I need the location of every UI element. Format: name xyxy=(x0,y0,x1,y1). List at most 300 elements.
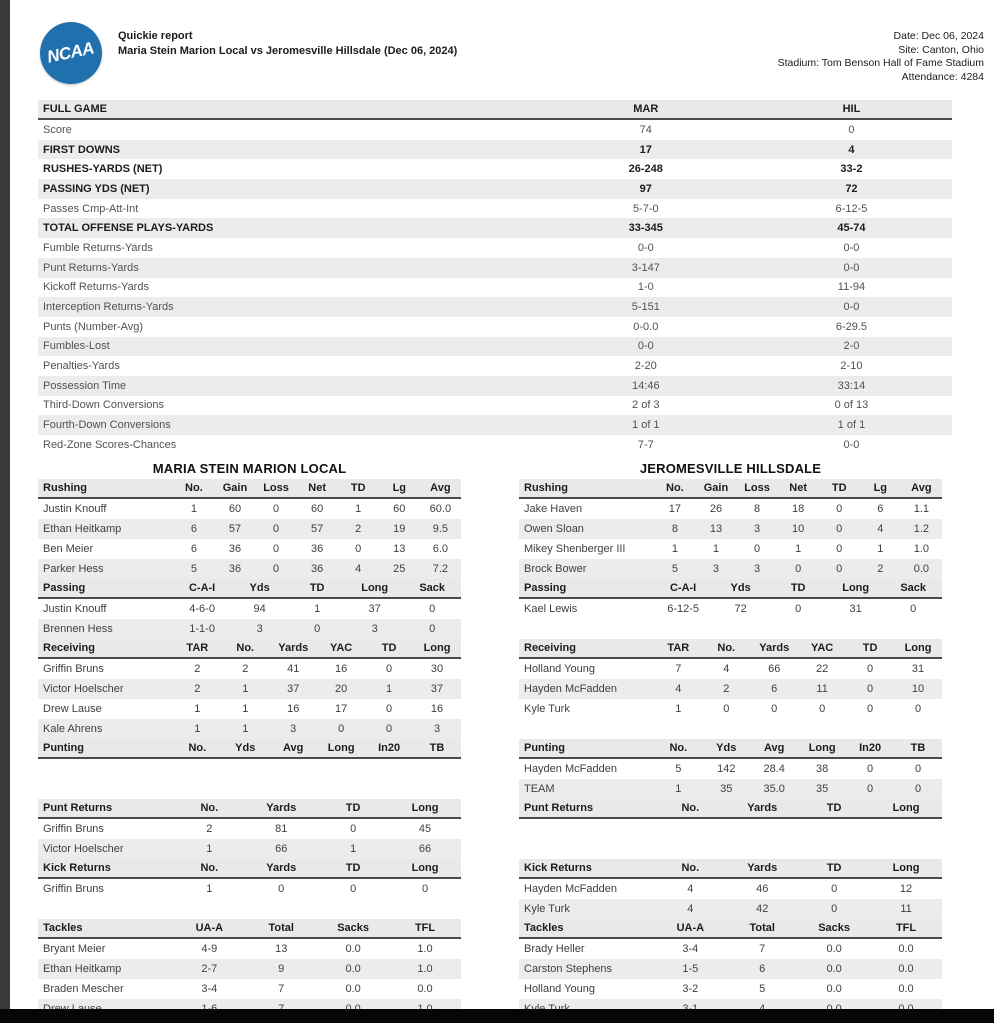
hil-value: 0 xyxy=(848,123,855,136)
stat-header-row xyxy=(38,859,461,879)
stat-value: 17 xyxy=(668,502,682,515)
stat-value: 1 xyxy=(206,882,213,895)
hil-value: 0-0 xyxy=(843,438,860,451)
column-header: Loss xyxy=(744,481,770,494)
column-header: TD xyxy=(345,801,361,814)
stat-value: 1 xyxy=(194,722,201,735)
column-header: Long xyxy=(327,741,355,754)
hil-value: 33-2 xyxy=(840,163,863,176)
stat-value: 12 xyxy=(899,882,913,895)
column-header: Yards xyxy=(266,801,297,814)
stat-value: 1 xyxy=(386,682,393,695)
stat-header-row xyxy=(519,859,942,879)
stat-value: 1 xyxy=(190,502,197,515)
hil-value: 0-0 xyxy=(843,241,860,254)
stat-value: 36 xyxy=(228,562,242,575)
column-header: C-A-I xyxy=(188,581,216,594)
stat-value: 1 xyxy=(242,722,249,735)
column-header: Long xyxy=(842,581,870,594)
player-name: Ben Meier xyxy=(43,542,94,555)
stat-value: 26 xyxy=(709,502,723,515)
full-game-row xyxy=(38,179,952,199)
table-row xyxy=(38,879,461,899)
hil-value: 0 of 13 xyxy=(834,399,869,412)
hil-value: 72 xyxy=(845,182,858,195)
stat-value: 0 xyxy=(723,702,730,715)
stat-value: 6 xyxy=(771,682,778,695)
player-name: Hayden McFadden xyxy=(524,882,617,895)
hil-value: 2-0 xyxy=(843,340,860,353)
stat-value: 36 xyxy=(228,542,242,555)
full-game-row xyxy=(38,435,952,455)
stat-value: 7 xyxy=(278,982,285,995)
column-header: TFL xyxy=(414,921,436,934)
column-header: Passing xyxy=(524,581,567,594)
table-row xyxy=(38,979,461,999)
stat-value: 0.0 xyxy=(898,982,914,995)
stat-header-row xyxy=(38,739,461,759)
stat-label: Punt Returns-Yards xyxy=(43,261,139,274)
stat-value: 0.0 xyxy=(345,942,361,955)
stat-value: 66 xyxy=(768,662,781,675)
column-header: In20 xyxy=(378,741,401,754)
report-header xyxy=(10,0,994,84)
player-name: Holland Young xyxy=(524,982,595,995)
stat-value: 1 xyxy=(712,542,720,555)
stat-header-row xyxy=(38,639,461,659)
table-row xyxy=(519,759,942,779)
player-name: Griffin Bruns xyxy=(43,662,104,675)
stat-value: 2 xyxy=(194,682,201,695)
column-header: Yds xyxy=(235,741,256,754)
stat-value: 6.0 xyxy=(432,542,449,555)
stat-value: 0 xyxy=(867,702,874,715)
column-header: No. xyxy=(666,481,684,494)
stat-value: 1 xyxy=(242,682,249,695)
column-header: Yards xyxy=(759,641,790,654)
stat-value: 0 xyxy=(831,882,838,895)
column-header: Yards xyxy=(747,861,778,874)
stat-header-row xyxy=(519,799,942,819)
stat-value: 0.0 xyxy=(826,942,842,955)
player-name: Kael Lewis xyxy=(524,602,578,615)
stat-value: 3-2 xyxy=(682,982,699,995)
table-row xyxy=(38,599,461,619)
stat-value: 9 xyxy=(278,962,285,975)
stat-value: 10 xyxy=(792,522,805,535)
table-row xyxy=(519,959,942,979)
stat-value: 25 xyxy=(393,562,406,575)
player-name: Victor Hoelscher xyxy=(43,842,124,855)
player-name: Brennen Hess xyxy=(43,622,113,635)
mar-value: 0-0 xyxy=(637,340,654,353)
mar-value: 1 of 1 xyxy=(632,419,660,432)
column-header: Punt Returns xyxy=(524,801,594,814)
column-header: TD xyxy=(345,861,361,874)
hil-value: 0-0 xyxy=(843,261,860,274)
column-header: No. xyxy=(188,741,207,754)
column-header: Yards xyxy=(747,801,778,814)
stat-value: 13 xyxy=(709,522,723,535)
stat-label: Passes Cmp-Att-Int xyxy=(43,202,139,215)
column-header: Long xyxy=(892,861,920,874)
stat-value: 0.0 xyxy=(898,962,914,975)
stat-value: 0 xyxy=(914,702,922,715)
column-header: No. xyxy=(717,641,736,654)
stat-label: PASSING YDS (NET) xyxy=(43,182,150,195)
stat-value: 3 xyxy=(290,722,297,735)
report-page xyxy=(10,0,994,1019)
mar-value: 3-147 xyxy=(631,261,660,274)
mar-value: 33-345 xyxy=(628,222,663,235)
full-game-header-row xyxy=(38,100,952,120)
player-name: Justin Knouff xyxy=(43,602,107,615)
stat-value: 3 xyxy=(753,562,761,575)
stat-value: 60 xyxy=(311,502,324,515)
passing-table-away xyxy=(519,579,942,639)
full-game-row xyxy=(38,356,952,376)
stat-value: 37 xyxy=(368,602,381,615)
table-row xyxy=(519,699,942,719)
full-game-row xyxy=(38,199,952,219)
player-name: Griffin Bruns xyxy=(43,822,104,835)
stat-value: 0 xyxy=(429,602,436,615)
column-header: YAC xyxy=(330,641,353,654)
stat-value: 2 xyxy=(206,822,213,835)
stat-value: 10 xyxy=(911,682,925,695)
column-header: TAR xyxy=(667,641,690,654)
player-name: Kyle Turk xyxy=(524,702,570,715)
stat-label: Score xyxy=(43,123,72,136)
stat-value: 5 xyxy=(190,562,197,575)
column-header: TD xyxy=(831,481,847,494)
column-header: Sacks xyxy=(337,921,370,934)
stat-value: 31 xyxy=(849,602,862,615)
column-header: YAC xyxy=(811,641,834,654)
full-game-row xyxy=(38,140,952,160)
team-title-away: JEROMESVILLE HILLSDALE xyxy=(639,460,822,476)
stat-value: 3-4 xyxy=(682,942,699,955)
table-row xyxy=(38,819,461,839)
full-game-row xyxy=(38,159,952,179)
stat-value: 0 xyxy=(350,822,357,835)
player-name: Ethan Heitkamp xyxy=(43,522,122,535)
stat-value: 0 xyxy=(386,702,393,715)
stat-label: Punts (Number-Avg) xyxy=(43,320,144,333)
mar-value: 97 xyxy=(639,182,652,195)
player-name: Bryant Meier xyxy=(43,942,106,955)
stat-value: 3 xyxy=(753,522,761,535)
full-game-row xyxy=(38,238,952,258)
stat-value: 0 xyxy=(272,562,280,575)
column-header: UA-A xyxy=(195,921,224,934)
column-header: Sacks xyxy=(818,921,851,934)
column-header: Yards xyxy=(266,861,297,874)
column-header: Yds xyxy=(249,581,270,594)
stat-value: 66 xyxy=(275,842,288,855)
mar-value: 5-151 xyxy=(631,301,660,314)
column-header: TD xyxy=(790,581,806,594)
column-header: Punt Returns xyxy=(43,801,113,814)
full-game-header-mar: MAR xyxy=(633,103,659,115)
table-row xyxy=(38,699,461,719)
stat-value: 1-5 xyxy=(682,962,699,975)
mar-value: 14:46 xyxy=(632,379,660,392)
table-row xyxy=(519,779,942,799)
kick-returns-table-home xyxy=(38,859,461,919)
mar-value: 0-0.0 xyxy=(633,320,659,333)
stat-value: 0 xyxy=(771,702,778,715)
stat-label: RUSHES-YARDS (NET) xyxy=(43,163,163,176)
stat-value: 0 xyxy=(272,502,280,515)
mar-value: 74 xyxy=(639,123,652,136)
stat-value: 28.4 xyxy=(763,762,785,775)
column-header: Long xyxy=(423,641,451,654)
column-header: TD xyxy=(381,641,397,654)
column-header: Punting xyxy=(43,741,84,754)
stat-value: 0 xyxy=(867,782,874,795)
stat-value: 16 xyxy=(335,662,348,675)
table-row xyxy=(519,519,942,539)
stat-label: Fumble Returns-Yards xyxy=(43,241,153,254)
stat-value: 1.0 xyxy=(913,542,930,555)
column-header: In20 xyxy=(859,741,882,754)
stat-value: 7.2 xyxy=(432,562,449,575)
punt-returns-table-away xyxy=(519,799,942,859)
stat-value: 0 xyxy=(836,502,843,515)
stat-value: 13 xyxy=(275,942,288,955)
column-header: TD xyxy=(862,641,878,654)
stat-value: 0 xyxy=(272,522,280,535)
table-row xyxy=(38,679,461,699)
full-game-row xyxy=(38,297,952,317)
table-row xyxy=(38,939,461,959)
stat-value: 0.0 xyxy=(345,962,361,975)
stat-value: 0 xyxy=(753,542,761,555)
column-header: No. xyxy=(669,741,688,754)
hil-value: 4 xyxy=(848,143,855,156)
stat-value: 0 xyxy=(914,762,922,775)
stat-label: Interception Returns-Yards xyxy=(43,301,174,314)
player-name: Griffin Bruns xyxy=(43,882,104,895)
stat-value: 1.0 xyxy=(417,962,433,975)
mar-value: 1-0 xyxy=(637,281,654,294)
stat-value: 5 xyxy=(675,762,682,775)
column-header: Avg xyxy=(283,741,304,754)
stat-value: 6 xyxy=(877,502,884,515)
stat-value: 36 xyxy=(311,562,324,575)
stat-value: 4 xyxy=(355,562,362,575)
mar-value: 0-0 xyxy=(637,241,654,254)
stat-label: FIRST DOWNS xyxy=(43,143,120,156)
column-header: Long xyxy=(892,801,920,814)
bottom-cutoff-bar xyxy=(0,1009,994,1023)
hil-value: 1 of 1 xyxy=(837,419,866,432)
column-header: Kick Returns xyxy=(524,861,592,874)
stat-value: 37 xyxy=(287,682,300,695)
table-row xyxy=(38,519,461,539)
stat-value: 60 xyxy=(393,502,406,515)
column-header: Rushing xyxy=(524,481,568,494)
column-header: Long xyxy=(361,581,389,594)
table-row xyxy=(38,719,461,739)
stat-value: 5 xyxy=(671,562,678,575)
meta-site: Site: Canton, Ohio xyxy=(898,43,984,56)
stat-value: 16 xyxy=(430,702,444,715)
stat-value: 0 xyxy=(831,902,838,915)
stat-header-row xyxy=(519,739,942,759)
stat-value: 2 xyxy=(242,662,249,675)
column-header: Total xyxy=(268,921,294,934)
full-game-row xyxy=(38,415,952,435)
mar-value: 5-7-0 xyxy=(632,202,659,215)
stat-value: 66 xyxy=(418,842,432,855)
stat-value: 6-12-5 xyxy=(667,602,700,615)
ncaa-logo-icon xyxy=(40,22,102,84)
player-name: Justin Knouff xyxy=(43,502,107,515)
column-header: Tackles xyxy=(43,921,83,934)
column-header: Receiving xyxy=(43,641,95,654)
table-row xyxy=(38,619,461,639)
column-header: Tackles xyxy=(524,921,564,934)
stat-value: 19 xyxy=(393,522,406,535)
mar-value: 26-248 xyxy=(628,163,663,176)
stat-header-row xyxy=(38,799,461,819)
stat-value: 4 xyxy=(675,682,682,695)
meta-attendance: Attendance: 4284 xyxy=(901,70,984,83)
table-row xyxy=(519,979,942,999)
mar-value: 2-20 xyxy=(634,360,657,373)
teams-area xyxy=(38,459,942,1019)
full-game-row xyxy=(38,396,952,416)
column-header: Rushing xyxy=(43,481,87,494)
stat-value: 30 xyxy=(430,662,444,675)
column-header: UA-A xyxy=(676,921,705,934)
stat-value: 4 xyxy=(723,662,730,675)
column-header: Avg xyxy=(764,741,785,754)
stat-value: 45 xyxy=(418,822,432,835)
meta-date: Date: Dec 06, 2024 xyxy=(893,30,984,42)
team-title-home: MARIA STEIN MARION LOCAL xyxy=(152,460,347,476)
stat-value: 35 xyxy=(720,782,733,795)
column-header: Loss xyxy=(263,481,289,494)
table-row xyxy=(38,559,461,579)
stat-value: 37 xyxy=(430,682,444,695)
rushing-table-home xyxy=(38,479,461,579)
stat-value: 0 xyxy=(386,722,393,735)
column-header: Lg xyxy=(873,481,888,494)
full-game-row xyxy=(38,317,952,337)
column-header: No. xyxy=(681,801,700,814)
stat-value: 36 xyxy=(311,542,324,555)
player-name: Holland Young xyxy=(524,662,595,675)
stat-value: 4-9 xyxy=(201,942,218,955)
stat-value: 35.0 xyxy=(763,782,785,795)
stat-value: 3 xyxy=(256,622,263,635)
column-header: Punting xyxy=(524,741,565,754)
table-row xyxy=(38,499,461,519)
column-header: Sack xyxy=(900,581,927,594)
stat-value: 7 xyxy=(675,662,682,675)
stat-value: 8 xyxy=(753,502,761,515)
stat-header-row xyxy=(38,579,461,599)
table-row xyxy=(519,939,942,959)
table-row xyxy=(519,659,942,679)
player-name: TEAM xyxy=(524,782,555,795)
stat-value: 1.0 xyxy=(417,942,433,955)
stat-value: 0.0 xyxy=(826,962,842,975)
stat-value: 1 xyxy=(206,842,213,855)
kick-returns-table-away xyxy=(519,859,942,919)
column-header: Gain xyxy=(703,481,729,494)
stat-label: TOTAL OFFENSE PLAYS-YARDS xyxy=(43,222,214,235)
column-header: C-A-I xyxy=(669,581,697,594)
left-edge-bar xyxy=(0,0,10,1023)
stat-value: 20 xyxy=(335,682,348,695)
punting-table-away xyxy=(519,739,942,799)
stat-value: 1 xyxy=(314,602,321,615)
column-header: Passing xyxy=(43,581,86,594)
stat-label: Penalties-Yards xyxy=(43,360,120,373)
column-header: Total xyxy=(749,921,775,934)
stat-label: Possession Time xyxy=(43,379,127,392)
full-game-row xyxy=(38,258,952,278)
player-name: Kale Ahrens xyxy=(43,722,103,735)
column-header: Net xyxy=(308,481,326,494)
hil-value: 6-29.5 xyxy=(835,320,868,333)
table-row xyxy=(519,559,942,579)
stat-value: 31 xyxy=(911,662,925,675)
stat-value: 13 xyxy=(393,542,406,555)
player-name: Brady Heller xyxy=(524,942,585,955)
full-game-row xyxy=(38,337,952,357)
stat-value: 16 xyxy=(287,702,300,715)
column-header: Long xyxy=(904,641,932,654)
stat-value: 22 xyxy=(816,662,829,675)
stat-header-row xyxy=(519,579,942,599)
column-header: Sack xyxy=(419,581,446,594)
player-name: Jake Haven xyxy=(524,502,583,515)
stat-value: 4-6-0 xyxy=(189,602,215,615)
column-header: Yds xyxy=(730,581,751,594)
stat-value: 0 xyxy=(910,602,917,615)
column-header: Long xyxy=(411,801,439,814)
stat-value: 0 xyxy=(338,722,345,735)
column-header: Yards xyxy=(278,641,309,654)
table-row xyxy=(38,839,461,859)
column-header: No. xyxy=(200,861,219,874)
stat-value: 0 xyxy=(350,882,357,895)
stat-value: 0 xyxy=(836,542,843,555)
stat-value: 0 xyxy=(867,682,874,695)
stat-value: 6 xyxy=(190,542,197,555)
mar-value: 2 of 3 xyxy=(632,399,660,412)
column-header: Yds xyxy=(716,741,737,754)
column-header: TAR xyxy=(186,641,209,654)
stat-value: 0 xyxy=(272,542,280,555)
stat-value: 57 xyxy=(311,522,324,535)
tackles-table-away xyxy=(519,919,942,1019)
stat-value: 1 xyxy=(350,842,357,855)
ncaa-logo-text: NCAA xyxy=(45,38,96,67)
stat-value: 0 xyxy=(795,602,802,615)
table-row xyxy=(519,499,942,519)
stat-value: 1-1-0 xyxy=(189,622,215,635)
mar-value: 7-7 xyxy=(637,438,654,451)
stat-header-row xyxy=(519,639,942,659)
table-row xyxy=(519,899,942,919)
stat-value: 3 xyxy=(712,562,720,575)
